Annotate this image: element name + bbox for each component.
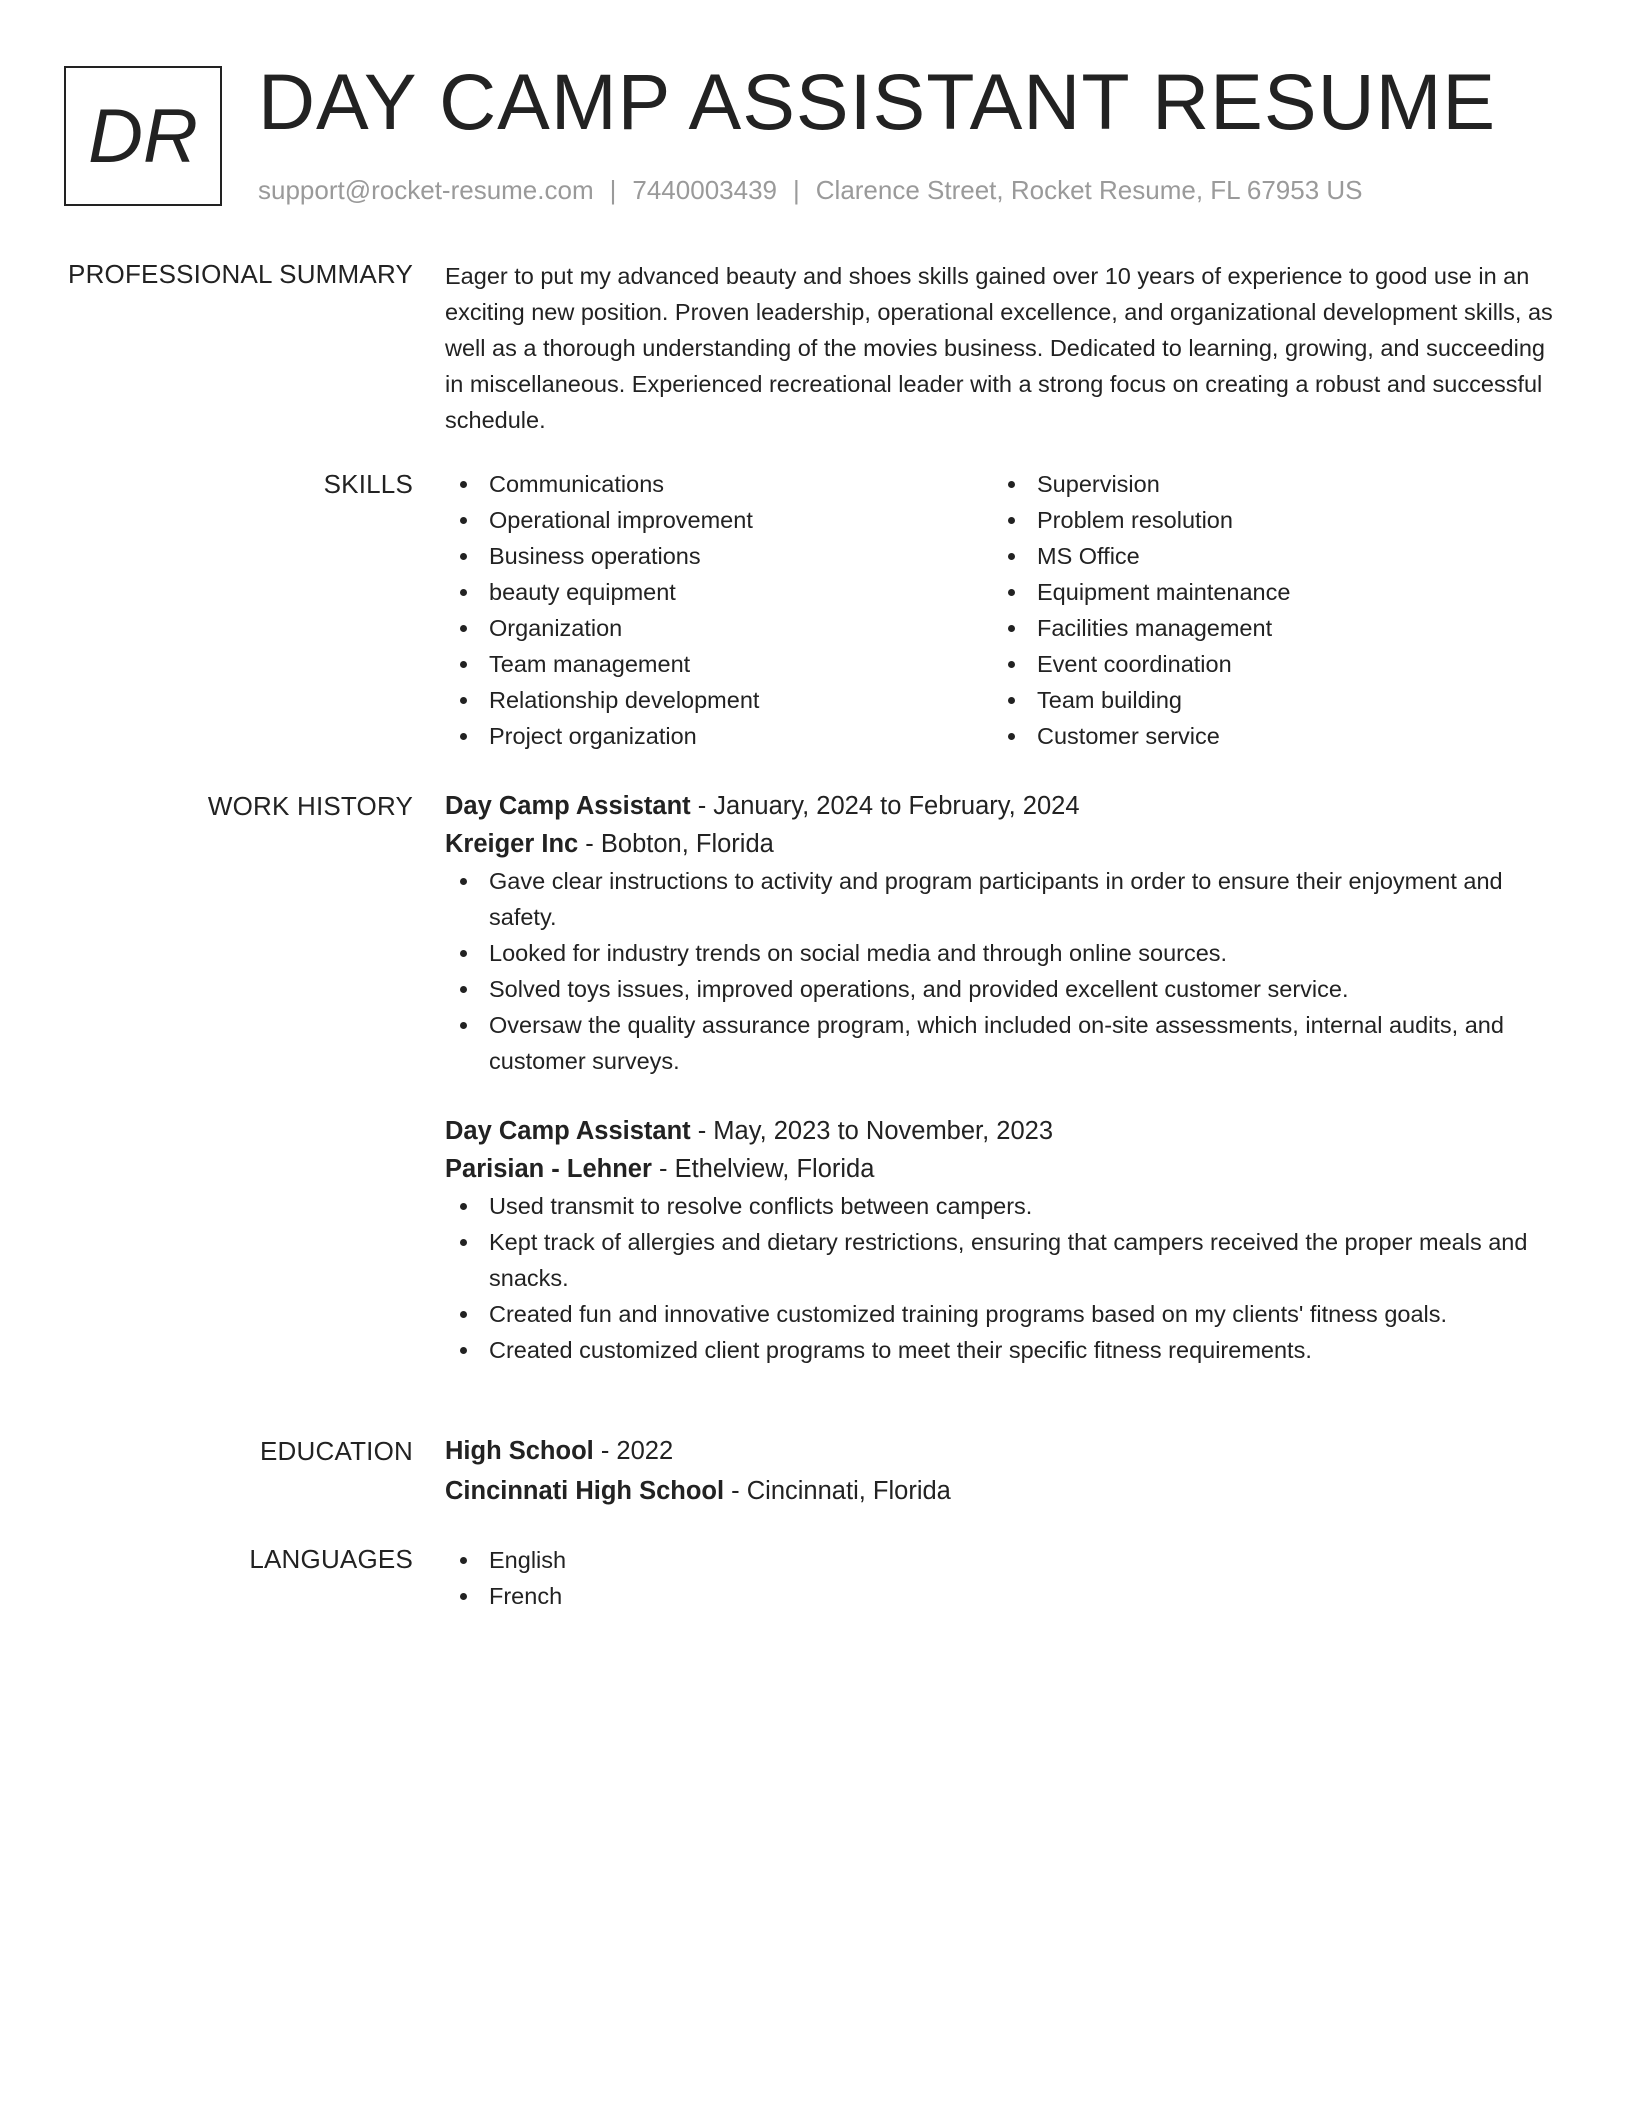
contact-separator: | <box>609 175 617 205</box>
skill-item: Team building <box>993 682 1541 718</box>
skill-item: Team management <box>445 646 993 682</box>
section-title-summary: PROFESSIONAL SUMMARY <box>68 259 413 289</box>
job-company-line <box>445 825 1555 863</box>
summary-body <box>445 258 1555 438</box>
skill-item: Business operations <box>445 538 993 574</box>
job-entry <box>445 1112 1555 1368</box>
job-location: - Ethelview, Florida <box>651 1155 875 1183</box>
job-entry <box>445 787 1555 1079</box>
section-title-skills: SKILLS <box>323 469 413 499</box>
language-item: English <box>445 1542 1555 1578</box>
section-title-work-history: WORK HISTORY <box>207 791 413 821</box>
education-degree-line <box>445 1432 1555 1470</box>
summary-text: Eager to put my advanced beauty and shoes skills gained over 10 years of experience to good use in an exciting new position. Proven leadership, operational excellence, and organizational development skills, as well as a thorough understanding of the movies business. Dedicated to learning, growing, and succeeding in miscellaneous. Experienced recreational leader with a strong focus on creating a robust and successful schedule. <box>445 263 1553 433</box>
contact-separator: | <box>793 175 800 205</box>
section-title-education: EDUCATION <box>260 1436 413 1466</box>
skill-item: Facilities management <box>993 610 1541 646</box>
job-dates: - January, 2024 to February, 2024 <box>690 792 1080 820</box>
skills-list-left <box>445 466 993 754</box>
education-degree: High School <box>445 1437 594 1465</box>
job-role: Day Camp Assistant <box>445 792 691 820</box>
work-history-body <box>445 787 1555 1368</box>
skill-item: MS Office <box>993 538 1541 574</box>
education-school-line <box>445 1472 1555 1510</box>
skill-item: Relationship development <box>445 682 993 718</box>
skill-item: Equipment maintenance <box>993 574 1541 610</box>
language-item: French <box>445 1578 1555 1614</box>
languages-body <box>445 1542 1555 1614</box>
skill-item: Operational improvement <box>445 502 993 538</box>
job-bullet: Solved toys issues, improved operations, and provided excellent customer service. <box>445 971 1555 1007</box>
education-location: - Cincinnati, Florida <box>724 1477 951 1505</box>
contact-phone[interactable]: 7440003439 <box>632 175 777 205</box>
skill-item: Organization <box>445 610 993 646</box>
job-title-line <box>445 1112 1555 1150</box>
skill-item: Customer service <box>993 718 1541 754</box>
job-role: Day Camp Assistant <box>445 1117 691 1145</box>
job-dates: - May, 2023 to November, 2023 <box>690 1117 1054 1145</box>
job-bullet: Oversaw the quality assurance program, which included on-site assessments, internal audits, and customer surveys. <box>445 1007 1555 1079</box>
job-title-line <box>445 787 1555 825</box>
skill-item: Problem resolution <box>993 502 1541 538</box>
skill-item: Event coordination <box>993 646 1541 682</box>
skills-list-right <box>993 466 1541 754</box>
education-year: - 2022 <box>593 1437 674 1465</box>
resume-title: DAY CAMP ASSISTANT RESUME <box>258 57 1497 146</box>
job-bullet: Used transmit to resolve conflicts between campers. <box>445 1188 1555 1224</box>
contact-line <box>258 172 1363 208</box>
education-body <box>445 1432 1555 1510</box>
skill-item: Supervision <box>993 466 1541 502</box>
job-location: - Bobton, Florida <box>578 830 774 858</box>
job-company: Parisian - Lehner <box>445 1155 652 1183</box>
job-bullet: Created fun and innovative customized training programs based on my clients' fitness goals. <box>445 1296 1555 1332</box>
job-company: Kreiger Inc <box>445 830 579 858</box>
skill-item: Project organization <box>445 718 993 754</box>
job-bullet: Gave clear instructions to activity and program participants in order to ensure their enjoyment and safety. <box>445 863 1555 935</box>
job-bullets <box>445 863 1555 1079</box>
skills-body <box>445 466 1555 754</box>
job-company-line <box>445 1150 1555 1188</box>
languages-list <box>445 1542 1555 1614</box>
skill-item: beauty equipment <box>445 574 993 610</box>
job-bullet: Looked for industry trends on social media and through online sources. <box>445 935 1555 971</box>
job-bullets <box>445 1188 1555 1368</box>
contact-email[interactable]: support@rocket-resume.com <box>258 175 594 205</box>
job-bullet: Created customized client programs to meet their specific fitness requirements. <box>445 1332 1555 1368</box>
contact-address: Clarence Street, Rocket Resume, FL 67953 US <box>815 175 1363 205</box>
education-school: Cincinnati High School <box>445 1477 725 1505</box>
job-bullet: Kept track of allergies and dietary restrictions, ensuring that campers received the proper meals and snacks. <box>445 1224 1555 1296</box>
monogram-logo: DR <box>64 66 222 206</box>
section-title-languages: LANGUAGES <box>249 1544 413 1574</box>
skill-item: Communications <box>445 466 993 502</box>
